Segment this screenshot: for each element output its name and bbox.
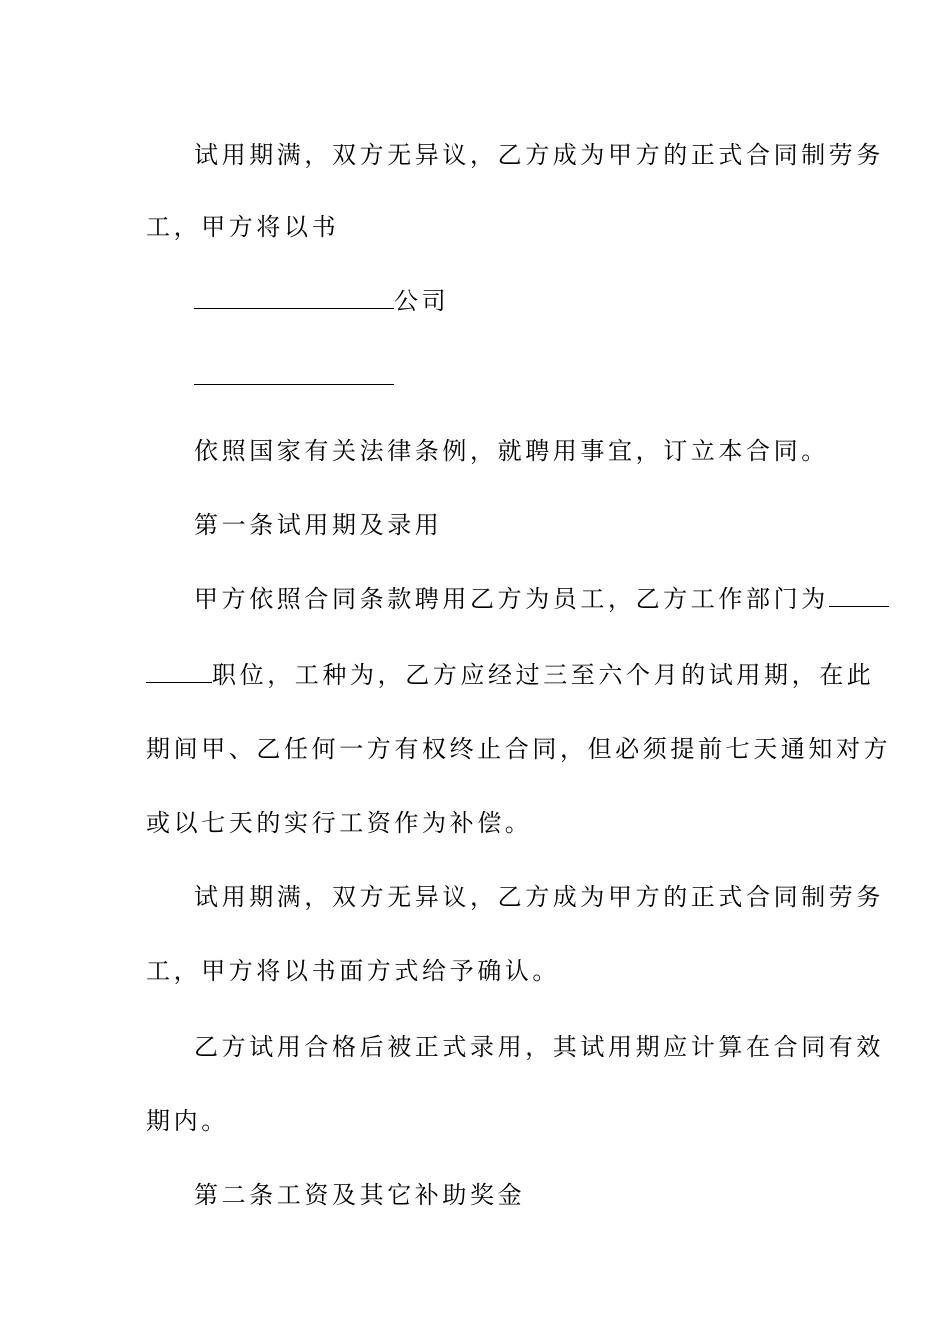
paragraph-line-13: 乙方试用合格后被正式录用，其试用期应计算在合同有效 xyxy=(194,1033,884,1061)
company-line: 公司 xyxy=(194,286,810,316)
paragraph-line-14: 期内。 xyxy=(146,1107,229,1135)
paragraph-line-5: 依照国家有关法律条例，就聘用事宜，订立本合同。 xyxy=(194,437,829,465)
paragraph-line-1: 试用期满，双方无异议，乙方成为甲方的正式合同制劳务 xyxy=(194,141,884,169)
section-heading-1: 第一条试用期及录用 xyxy=(194,511,443,539)
signature-blank[interactable] xyxy=(194,366,394,385)
company-blank[interactable] xyxy=(194,290,394,309)
paragraph-line-9: 期间甲、乙任何一方有权终止合同，但必须提前七天通知对方 xyxy=(146,735,892,763)
signature-line xyxy=(194,362,810,392)
paragraph-line-8: 职位，工种为，乙方应经过三至六个月的试用期，在此 xyxy=(146,660,810,690)
paragraph-line-10: 或以七天的实行工资作为补偿。 xyxy=(146,809,533,837)
paragraph-line-2: 工，甲方将以书 xyxy=(146,213,340,241)
section-heading-2: 第二条工资及其它补助奖金 xyxy=(194,1181,526,1209)
paragraph-line-11: 试用期满，双方无异议，乙方成为甲方的正式合同制劳务 xyxy=(194,883,884,911)
department-blank[interactable] xyxy=(829,588,889,607)
position-blank[interactable] xyxy=(146,664,212,683)
paragraph-line-12: 工，甲方将以书面方式给予确认。 xyxy=(146,957,560,985)
paragraph-line-7: 甲方依照合同条款聘用乙方为员工，乙方工作部门为 xyxy=(194,584,810,614)
